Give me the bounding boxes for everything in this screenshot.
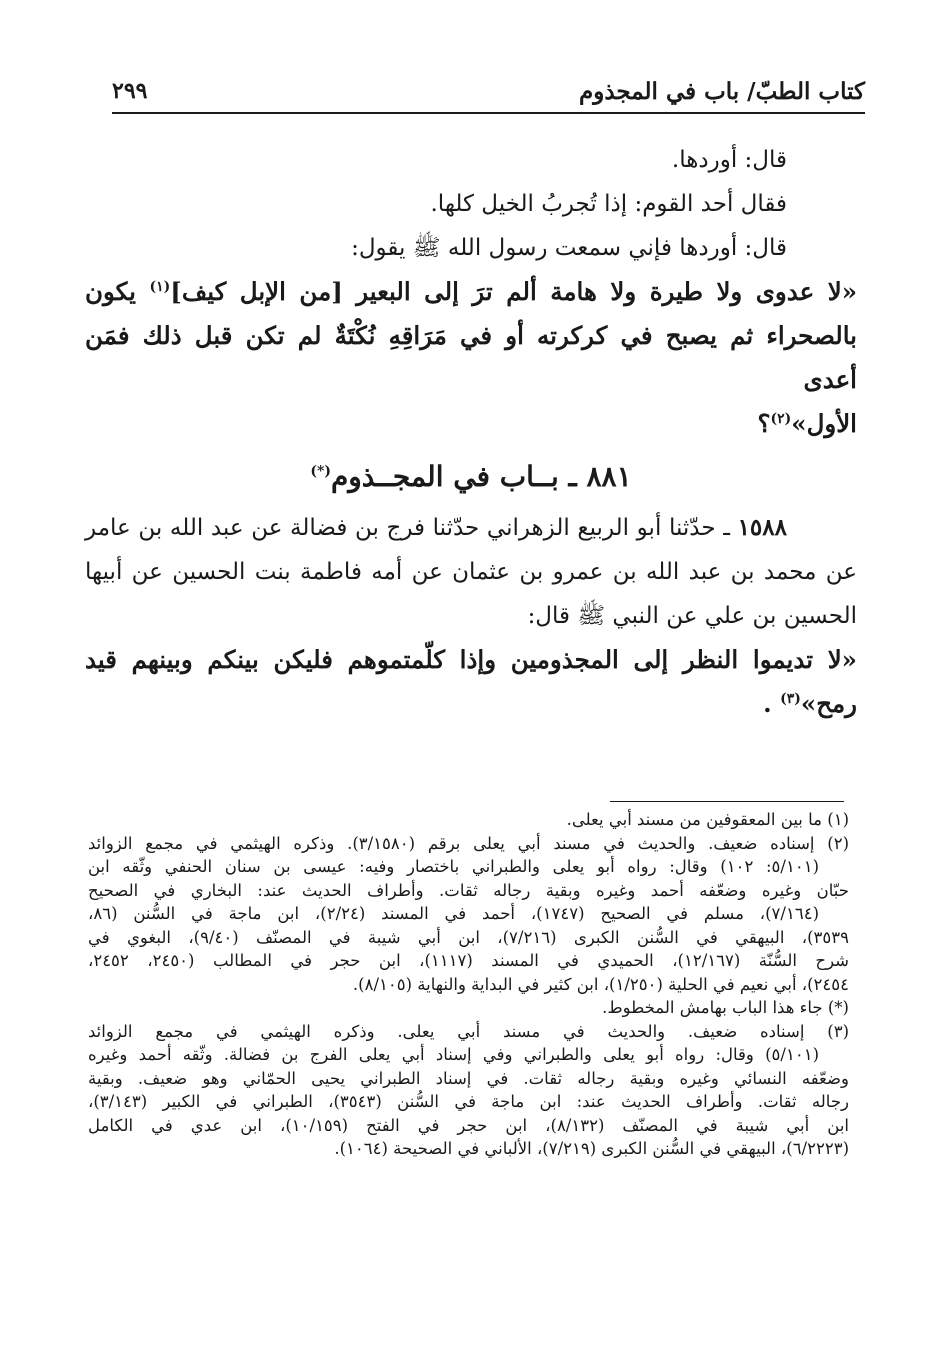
chapter-heading xyxy=(85,448,857,506)
hadith-text: رمح» xyxy=(800,689,857,718)
footnote-ref: (١) xyxy=(149,278,171,295)
hadith-line xyxy=(85,402,857,446)
page-number: ٢٩٩ xyxy=(112,78,148,104)
text-line: قال: أوردها فإني سمعت رسول الله ﷺ يقول: xyxy=(351,235,787,261)
page-header xyxy=(112,76,865,114)
hadith-line xyxy=(85,682,857,726)
footnote-separator xyxy=(610,801,844,802)
footnote-line: ٣٥٣٩)، البيهقي في السُّنن الكبرى (٧/٢١٦)، ابن أبي شيبة في المصنّف (٩/٤٠)، البغوي في xyxy=(88,927,849,947)
main-text xyxy=(85,138,857,726)
footnote-line: وضعّفه النسائي وغيره وبقية رجاله ثقات. في إسناد الطبراني يحيى الحمّاني وهو ضعيف. وبقية xyxy=(88,1068,849,1088)
hadith-text: . xyxy=(763,689,781,718)
footnote-line: (*) جاء هذا الباب بهامش المخطوط. xyxy=(602,998,849,1017)
footnote-line: (٢) إسناده ضعيف. والحديث في مسند أبي يعلى برقم (٣/١٥٨٠). وذكره الهيثمي في مجمع الزوائد xyxy=(88,833,849,853)
hadith-line: «لا تديموا النظر إلى المجذومين وإذا كلّمتموهم فليكن بينكم وبينهم قيد xyxy=(85,645,857,674)
text-line xyxy=(85,506,857,550)
text-line: الحسين بن علي عن النبي ﷺ قال: xyxy=(527,603,857,629)
hadith-line xyxy=(85,270,857,314)
text-line: عن محمد بن عبد الله بن عمرو بن عثمان عن أمه فاطمة بنت الحسين عن أبيها xyxy=(85,559,857,585)
footnote-line: (١) ما بين المعقوفين من مسند أبي يعلى. xyxy=(566,810,849,829)
footnote-ref: (*) xyxy=(310,463,331,480)
footnote-line: ٢٤٥٤)، أبي نعيم في الحلية (١/٢٥٠)، ابن كثير في البداية والنهاية (٨/١٠٥). xyxy=(352,974,849,994)
running-title: كتاب الطبّ/ باب في المجذوم xyxy=(578,78,865,105)
hadith-line: بالصحراء ثم يصبح في كركرته أو في مَرَاقِهِ نُكْتَةٌ لم تكن قبل ذلك فمَن أعدى xyxy=(85,321,857,394)
footnote-line: (٥/١٠١: ١٠٢) وقال: رواه أبو يعلى والطبراني باختصار وفيه: عيسى بن سنان الحنفي وثّقه ابن xyxy=(88,857,819,876)
footnote-ref: (٢) xyxy=(770,410,792,427)
text-line: فقال أحد القوم: إذا تُجربُ الخيل كلها. xyxy=(430,191,787,217)
footnote-line: (٧/١٦٤)، مسلم في الصحيح (١٧٤٧)، أحمد في المسند (٢/٢٤)، ابن ماجة في السُّنن (٨٦، xyxy=(88,904,819,923)
footnote-line: حبّان وغيره وضعّفه أحمد وغيره وبقية رجاله ثقات. وأطراف الحديث عند: البخاري في الصحيح xyxy=(88,880,849,900)
hadith-number: ١٥٨٨ xyxy=(737,514,787,541)
footnotes xyxy=(88,808,849,1161)
isnad-text: ـ حدّثنا أبو الربيع الزهراني حدّثنا فرج بن فضالة عن عبد الله بن عامر xyxy=(85,515,738,541)
chapter-title: ٨٨١ ـ بــاب في المجــذوم xyxy=(330,460,632,493)
footnote-line: رجاله ثقات. وأطراف الحديث عند: ابن ماجة في السُّنن (٣٥٤٣)، الطبراني في الكبير (٣/١٤٣)، xyxy=(88,1092,849,1111)
hadith-text: الأول» xyxy=(791,409,857,438)
hadith-text: «لا عدوى ولا طيرة ولا هامة ألم ترَ إلى البعير [من الإبل كيف] xyxy=(170,277,858,306)
footnote-line: ابن أبي شيبة في المصنّف (٨/١٣٢)، ابن حجر في الفتح (١٠/١٥٩)، ابن عدي في الكامل xyxy=(88,1115,849,1135)
hadith-text: ؟ xyxy=(757,409,771,438)
footnote-ref: (٣) xyxy=(780,690,801,707)
footnote-line: (٣) إسناده ضعيف. والحديث في مسند أبي يعلى. وذكره الهيثمي في مجمع الزوائد xyxy=(88,1021,849,1041)
footnote-line: (٦/٢٢٢٣)، البيهقي في السُّنن الكبرى (٧/٢١٩)، الألباني في الصحيحة (١٠٦٤). xyxy=(334,1139,849,1158)
footnote-line: (٥/١٠١) وقال: رواه أبو يعلى والطبراني وفي إسناد أبي يعلى الفرج بن فضالة. وثّقه أحمد وغيره xyxy=(88,1045,819,1064)
footnote-line: شرح السُّنّة (١٢/١٦٧)، الحميدي في المسند (١١١٧)، ابن حجر في المطالب (٢٤٥٠، ٢٤٥٢، xyxy=(88,951,849,970)
hadith-text: يكون xyxy=(85,277,150,306)
text-line: قال: أوردها. xyxy=(671,147,787,173)
